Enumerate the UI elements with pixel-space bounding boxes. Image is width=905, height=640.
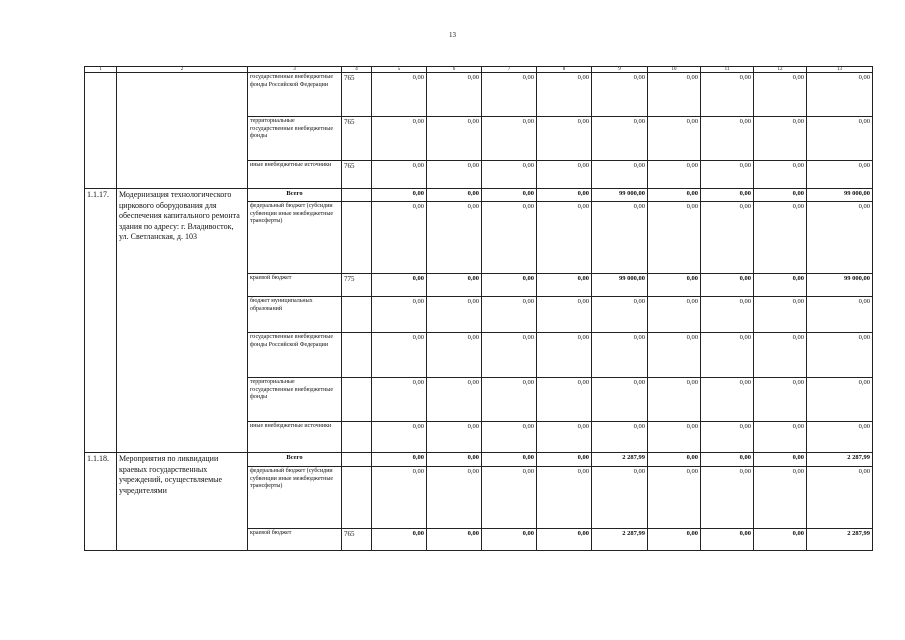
budget-code: 765 [342,529,372,551]
funding-source: федеральный бюджет (субсидии субвенции иные межбюджетные трансферты) [248,202,342,274]
amount-cell: 0,00 [427,274,482,297]
amount-cell: 0,00 [537,529,592,551]
amount-cell: 0,00 [648,161,701,189]
amount-cell: 0,00 [537,378,592,422]
amount-cell: 0,00 [482,274,537,297]
amount-cell: 0,00 [427,73,482,117]
amount-cell: 0,00 [482,378,537,422]
item-number: 1.1.18. [85,453,117,551]
amount-cell: 0,00 [701,467,754,529]
amount-cell: 0,00 [592,467,648,529]
amount-cell: 0,00 [754,189,807,202]
amount-cell: 0,00 [592,378,648,422]
amount-cell: 0,00 [592,333,648,378]
amount-cell: 0,00 [482,333,537,378]
amount-cell: 0,00 [537,453,592,467]
amount-cell: 2 287,99 [807,453,873,467]
amount-cell: 0,00 [537,422,592,453]
amount-cell: 0,00 [372,529,427,551]
column-header: 10 [648,67,701,73]
amount-cell: 0,00 [701,202,754,274]
funding-source: Всего [248,189,342,202]
funding-source: государственные внебюджетные фонды Российской Федерации [248,73,342,117]
amount-cell: 0,00 [592,422,648,453]
amount-cell: 0,00 [427,117,482,161]
amount-cell: 0,00 [807,467,873,529]
funding-source: территориальные государственные внебюджетные фонды [248,117,342,161]
funding-source: Всего [248,453,342,467]
column-header: 6 [427,67,482,73]
amount-cell: 0,00 [592,202,648,274]
funding-source: государственные внебюджетные фонды Российской Федерации [248,333,342,378]
column-header: 13 [807,67,873,73]
amount-cell: 0,00 [648,333,701,378]
amount-cell: 0,00 [592,297,648,333]
amount-cell: 0,00 [701,274,754,297]
amount-cell: 0,00 [754,274,807,297]
column-header: 4 [342,67,372,73]
amount-cell: 0,00 [427,297,482,333]
amount-cell: 0,00 [754,202,807,274]
amount-cell: 0,00 [648,274,701,297]
column-header: 3 [248,67,342,73]
amount-cell: 0,00 [482,297,537,333]
amount-cell: 0,00 [701,333,754,378]
amount-cell: 0,00 [537,189,592,202]
amount-cell: 0,00 [427,453,482,467]
amount-cell: 0,00 [754,529,807,551]
amount-cell: 0,00 [648,453,701,467]
amount-cell: 0,00 [427,529,482,551]
amount-cell: 0,00 [482,422,537,453]
funding-source: иные внебюджетные источники [248,161,342,189]
amount-cell: 0,00 [807,378,873,422]
amount-cell: 0,00 [372,333,427,378]
amount-cell: 0,00 [648,297,701,333]
amount-cell: 2 287,99 [592,529,648,551]
amount-cell: 0,00 [807,297,873,333]
item-number: 1.1.17. [85,189,117,453]
column-header: 9 [592,67,648,73]
budget-code: 775 [342,274,372,297]
funding-source: краевой бюджет [248,274,342,297]
amount-cell: 0,00 [807,202,873,274]
amount-cell: 0,00 [701,73,754,117]
budget-table [84,66,873,551]
amount-cell: 0,00 [807,117,873,161]
funding-source: федеральный бюджет (субсидии субвенции иные межбюджетные трансферты) [248,467,342,529]
amount-cell: 0,00 [754,161,807,189]
amount-cell: 0,00 [592,161,648,189]
column-header: 12 [754,67,807,73]
item-name: Модернизация технологического циркового оборудования для обеспечения капитального ремонта здания по адресу: г. Владивосток, ул. Светланская, д. 103 [117,189,248,453]
amount-cell: 0,00 [648,117,701,161]
amount-cell: 0,00 [482,467,537,529]
amount-cell: 0,00 [701,378,754,422]
column-header: 2 [117,67,248,73]
funding-source: краевой бюджет [248,529,342,551]
amount-cell: 0,00 [701,453,754,467]
amount-cell: 0,00 [701,189,754,202]
amount-cell: 0,00 [754,378,807,422]
budget-code: 765 [342,161,372,189]
amount-cell: 0,00 [372,161,427,189]
amount-cell: 0,00 [372,73,427,117]
amount-cell: 0,00 [754,453,807,467]
amount-cell: 0,00 [537,117,592,161]
amount-cell: 0,00 [754,467,807,529]
amount-cell: 0,00 [372,467,427,529]
amount-cell: 0,00 [427,189,482,202]
amount-cell: 0,00 [754,333,807,378]
amount-cell: 0,00 [754,117,807,161]
amount-cell: 0,00 [648,378,701,422]
column-header: 7 [482,67,537,73]
amount-cell: 0,00 [648,189,701,202]
amount-cell: 0,00 [482,189,537,202]
item-number [85,73,117,189]
amount-cell: 0,00 [372,117,427,161]
amount-cell: 0,00 [482,117,537,161]
amount-cell: 0,00 [701,529,754,551]
budget-code [342,189,372,202]
amount-cell: 0,00 [701,161,754,189]
amount-cell: 99 000,00 [807,274,873,297]
amount-cell: 0,00 [537,274,592,297]
amount-cell: 0,00 [537,161,592,189]
amount-cell: 2 287,99 [592,453,648,467]
item-name [117,73,248,189]
budget-code: 765 [342,73,372,117]
funding-source: иные внебюджетные источники [248,422,342,453]
amount-cell: 0,00 [754,73,807,117]
amount-cell: 0,00 [482,202,537,274]
amount-cell: 0,00 [807,422,873,453]
amount-cell: 2 287,99 [807,529,873,551]
amount-cell: 0,00 [701,422,754,453]
column-header: 8 [537,67,592,73]
amount-cell: 0,00 [592,117,648,161]
funding-source: бюджет муниципальных образований [248,297,342,333]
budget-code [342,297,372,333]
amount-cell: 0,00 [372,202,427,274]
table-row [85,73,873,117]
amount-cell: 0,00 [372,422,427,453]
budget-code: 765 [342,117,372,161]
amount-cell: 0,00 [754,422,807,453]
column-header: 11 [701,67,754,73]
budget-code [342,202,372,274]
amount-cell: 0,00 [372,297,427,333]
column-header: 5 [372,67,427,73]
page-number: 13 [449,31,456,39]
amount-cell: 0,00 [648,529,701,551]
column-header: 1 [85,67,117,73]
amount-cell: 0,00 [648,73,701,117]
budget-code [342,333,372,378]
amount-cell: 0,00 [482,453,537,467]
amount-cell: 0,00 [537,467,592,529]
funding-source: территориальные государственные внебюджетные фонды [248,378,342,422]
amount-cell: 0,00 [701,297,754,333]
amount-cell: 0,00 [482,161,537,189]
amount-cell: 0,00 [372,378,427,422]
amount-cell: 0,00 [537,333,592,378]
amount-cell: 0,00 [807,73,873,117]
amount-cell: 0,00 [537,202,592,274]
amount-cell: 0,00 [807,161,873,189]
amount-cell: 0,00 [427,161,482,189]
amount-cell: 0,00 [482,73,537,117]
item-name: Мероприятия по ликвидации краевых государственных учреждений, осуществляемые учредителями [117,453,248,551]
amount-cell: 0,00 [482,529,537,551]
amount-cell: 0,00 [372,453,427,467]
amount-cell: 0,00 [754,297,807,333]
amount-cell: 0,00 [648,202,701,274]
budget-code [342,378,372,422]
budget-code [342,453,372,467]
amount-cell: 0,00 [427,202,482,274]
table-row [85,189,873,202]
amount-cell: 0,00 [648,422,701,453]
amount-cell: 0,00 [648,467,701,529]
amount-cell: 99 000,00 [592,189,648,202]
budget-code [342,422,372,453]
amount-cell: 0,00 [592,73,648,117]
table-row [85,453,873,467]
amount-cell: 0,00 [372,274,427,297]
amount-cell: 99 000,00 [592,274,648,297]
amount-cell: 0,00 [427,422,482,453]
amount-cell: 99 000,00 [807,189,873,202]
amount-cell: 0,00 [537,73,592,117]
amount-cell: 0,00 [427,467,482,529]
amount-cell: 0,00 [372,189,427,202]
amount-cell: 0,00 [427,333,482,378]
amount-cell: 0,00 [701,117,754,161]
budget-code [342,467,372,529]
amount-cell: 0,00 [537,297,592,333]
amount-cell: 0,00 [807,333,873,378]
amount-cell: 0,00 [427,378,482,422]
